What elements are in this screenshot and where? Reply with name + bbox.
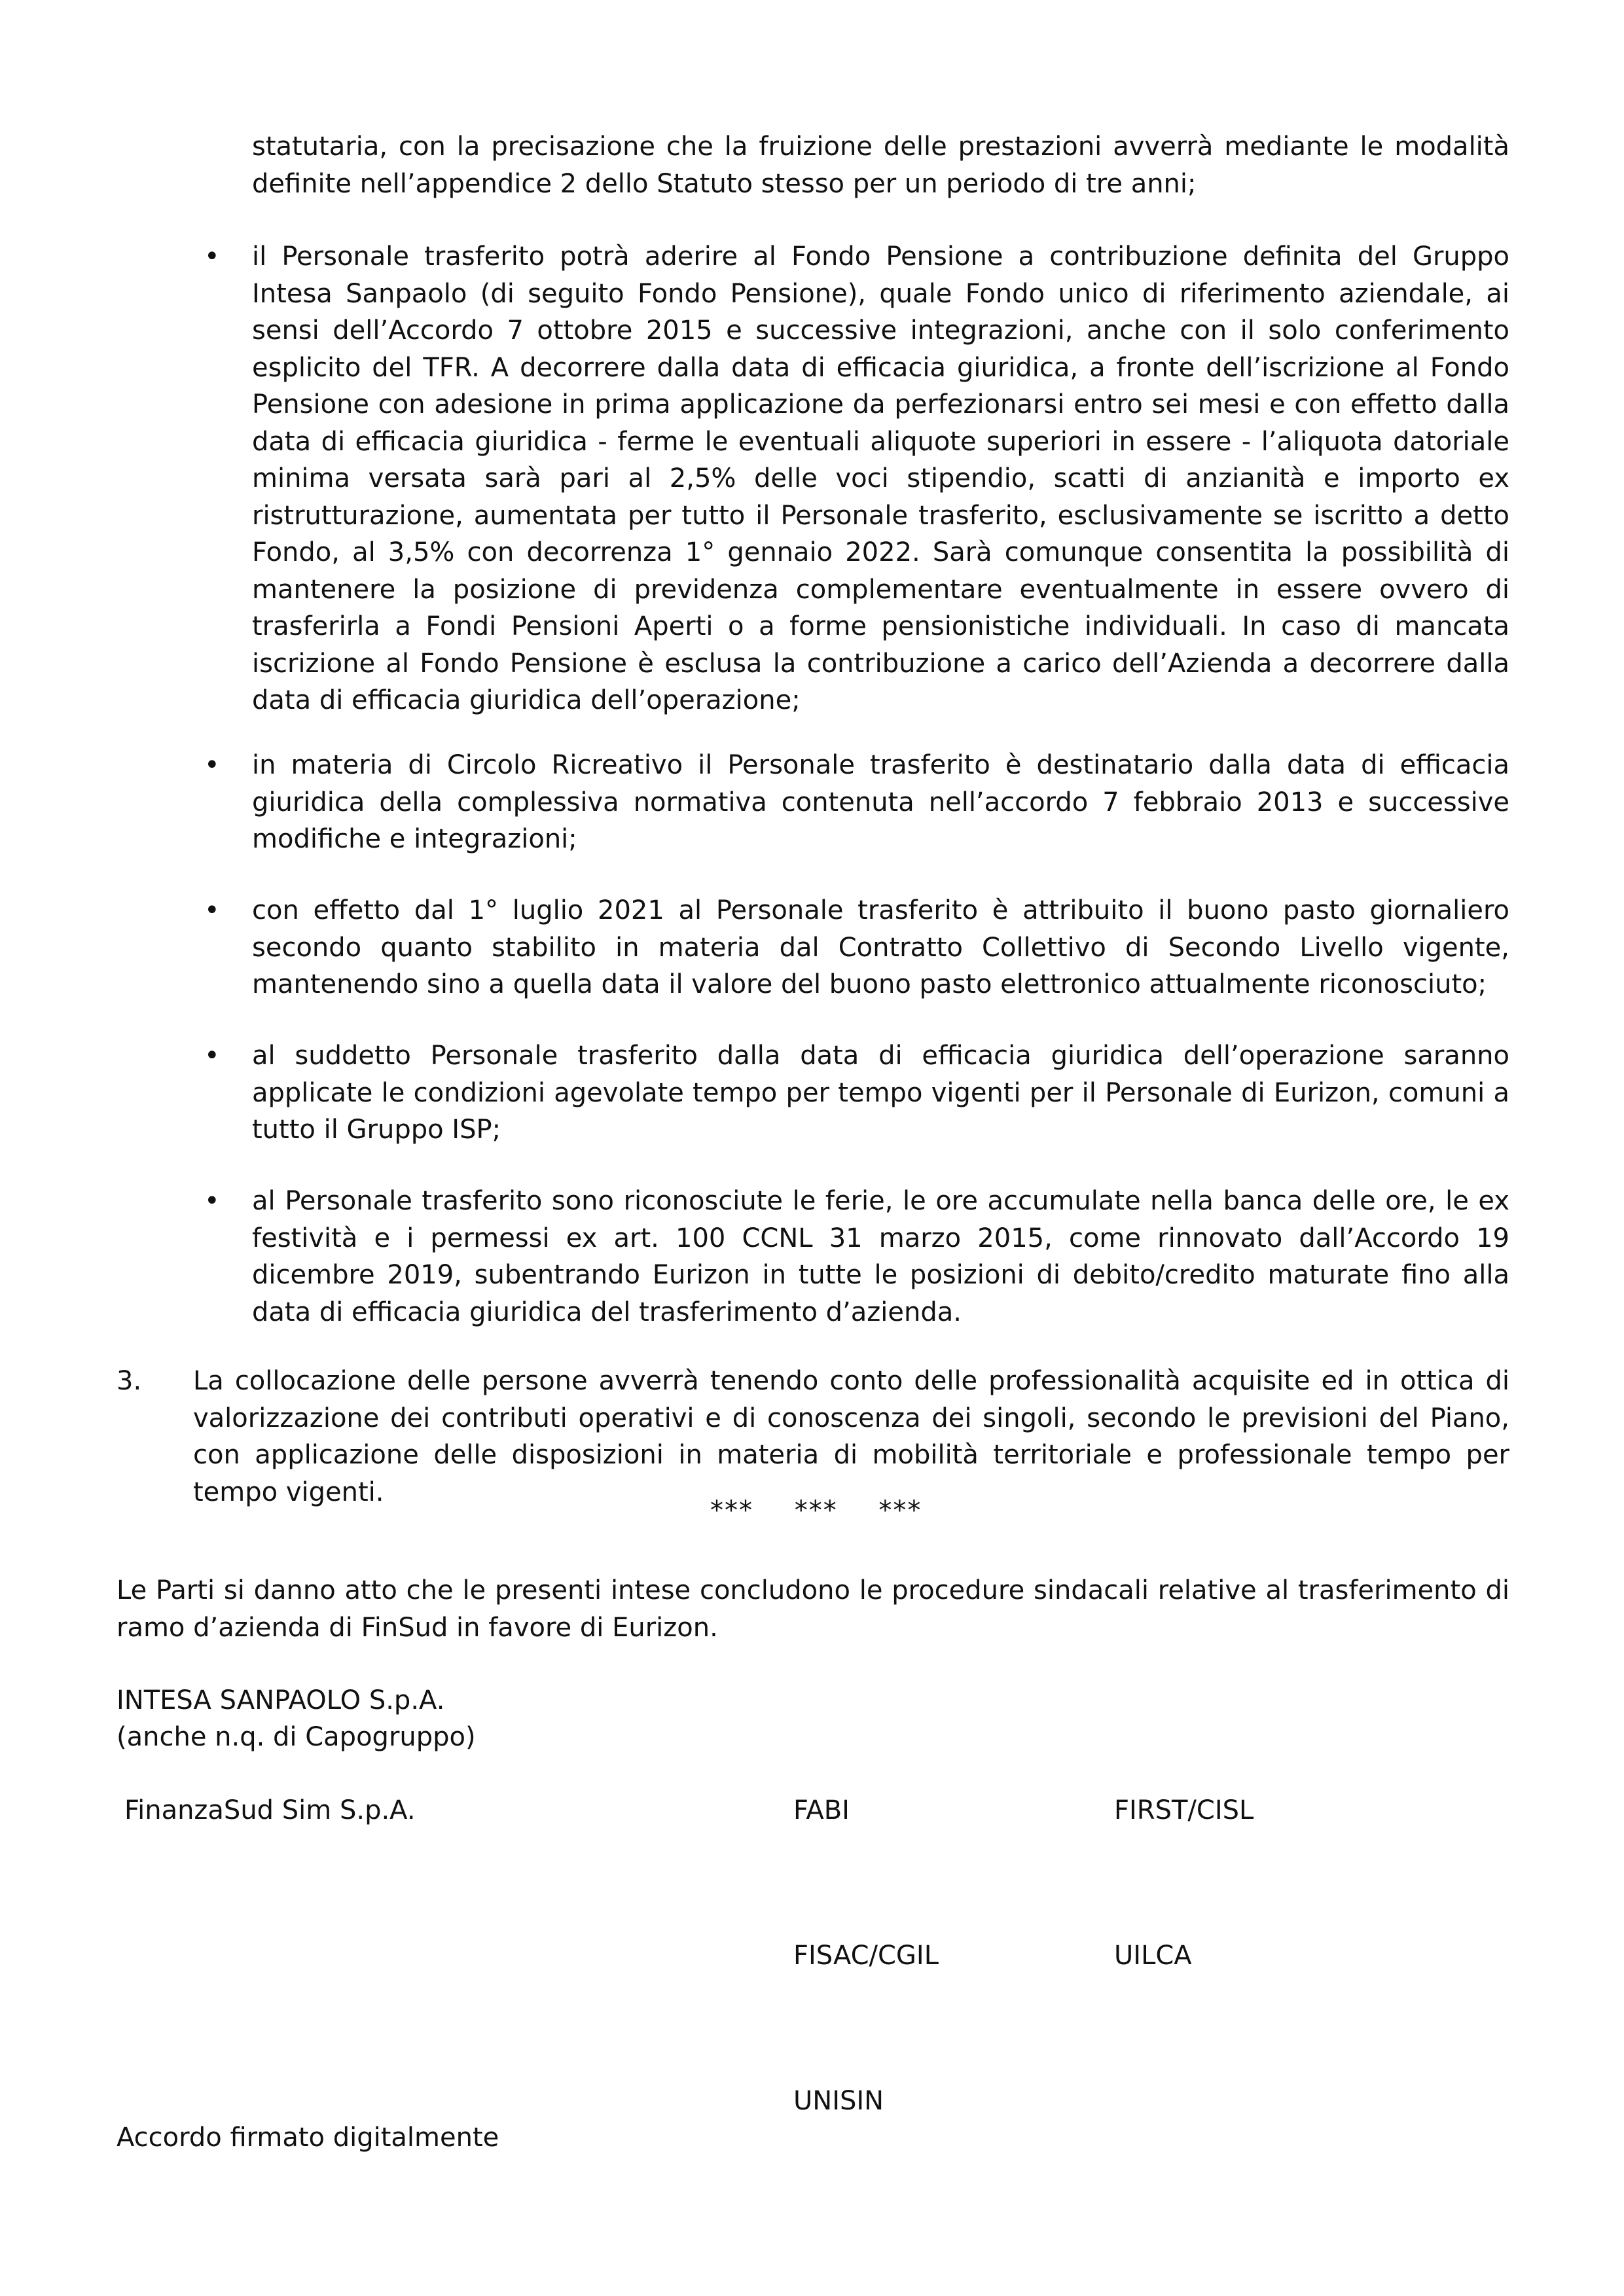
signatory-fabi: FABI [793,1795,850,1825]
closing-paragraph: Le Parti si danno atto che le presenti intese concludono le procedure sindacali relative al trasferimento di ramo d’azienda di FinSud in favore di Eurizon. [117,1575,1509,1643]
bullet-condizioni-agevolate: al suddetto Personale trasferito dalla data di efficacia giuridica dell’operazione saranno applicate le condizioni agevolate tempo per tempo vigenti per il Personale di Eurizon, comuni a tutto il Gruppo ISP; [252,1041,1509,1145]
signatory-uilca: UILCA [1114,1941,1192,1971]
bullet-marker: • [204,242,220,272]
signatory-first-cisl: FIRST/CISL [1114,1795,1254,1825]
signatory-fisac-cgil: FISAC/CGIL [793,1941,939,1971]
bullet-marker: • [204,1186,220,1216]
bullet-circolo-ricreativo: in materia di Circolo Ricreativo il Personale trasferito è destinatario dalla data di efficacia giuridica della complessiva normativa contenuta nell’accordo 7 febbraio 2013 e successive modifiche e integrazioni; [252,750,1509,854]
digital-signature-note: Accordo firmato digitalmente [117,2123,499,2153]
item-number: 3. [117,1366,142,1396]
bullet-marker: • [204,750,220,780]
bullet-marker: • [204,1041,220,1071]
signatory-finanzasud: FinanzaSud Sim S.p.A. [124,1795,416,1825]
bullet-marker: • [204,895,220,925]
section-separator: *** *** *** [710,1496,922,1526]
signatory-intesa-note: (anche n.q. di Capogruppo) [117,1722,476,1752]
bullet-ferie: al Personale trasferito sono riconosciute le ferie, le ore accumulate nella banca delle ore, le ex festività e i permessi ex art. 100 CCNL 31 marzo 2015, come rinnovato dall’Accordo 19 dicembre 2019, subentrando Eurizon in tutte le posizioni di debito/credito maturate fino alla data di efficacia giuridica del trasferimento d’azienda. [252,1186,1509,1327]
signatory-intesa: INTESA SANPAOLO S.p.A. [117,1685,445,1715]
bullet-buono-pasto: con effetto dal 1° luglio 2021 al Personale trasferito è attribuito il buono pasto giornaliero secondo quanto stabilito in materia dal Contratto Collettivo di Secondo Livello vigente, mantenendo sino a quella data il valore del buono pasto elettronico attualmente riconosciuto; [252,895,1509,999]
continuation-paragraph: statutaria, con la precisazione che la fruizione delle prestazioni avverrà mediante le modalità definite nell’appendice 2 dello Statuto stesso per un periodo di tre anni; [252,132,1509,199]
signatory-unisin: UNISIN [793,2086,884,2116]
item-3-paragraph: La collocazione delle persone avverrà tenendo conto delle professionalità acquisite ed in ottica di valorizzazione dei contributi operativi e di conoscenza dei singoli, secondo le previsioni del Piano, con applicazione delle disposizioni in materia di mobilità territoriale e professionale tempo per tempo vigenti. [193,1366,1509,1507]
bullet-pension-fund: il Personale trasferito potrà aderire al Fondo Pensione a contribuzione definita del Gruppo Intesa Sanpaolo (di seguito Fondo Pensione), quale Fondo unico di riferimento aziendale, ai sensi dell’Accordo 7 ottobre 2015 e successive integrazioni, anche con il solo conferimento esplicito del TFR. A decorrere dalla data di efficacia giuridica, a fronte dell’iscrizione al Fondo Pensione con adesione in prima applicazione da perfezionarsi entro sei mesi e con effetto dalla data di efficacia giuridica - ferme le eventuali aliquote superiori in essere - l’aliquota datoriale minima versata sarà pari al 2,5% delle voci stipendio, scatti di anzianità e importo ex ristrutturazione, aumentata per tutto il Personale trasferito, esclusivamente se iscritto a detto Fondo, al 3,5% con decorrenza 1° gennaio 2022. Sarà comunque consentita la possibilità di mantenere la posizione di previdenza complementare eventualmente in essere ovvero di trasferirla a Fondi Pensioni Aperti o a forme pensionistiche individuali. In caso di mancata iscrizione al Fondo Pensione è esclusa la contribuzione a carico dell’Azienda a decorrere dalla data di efficacia giuridica dell’operazione; [252,242,1509,715]
